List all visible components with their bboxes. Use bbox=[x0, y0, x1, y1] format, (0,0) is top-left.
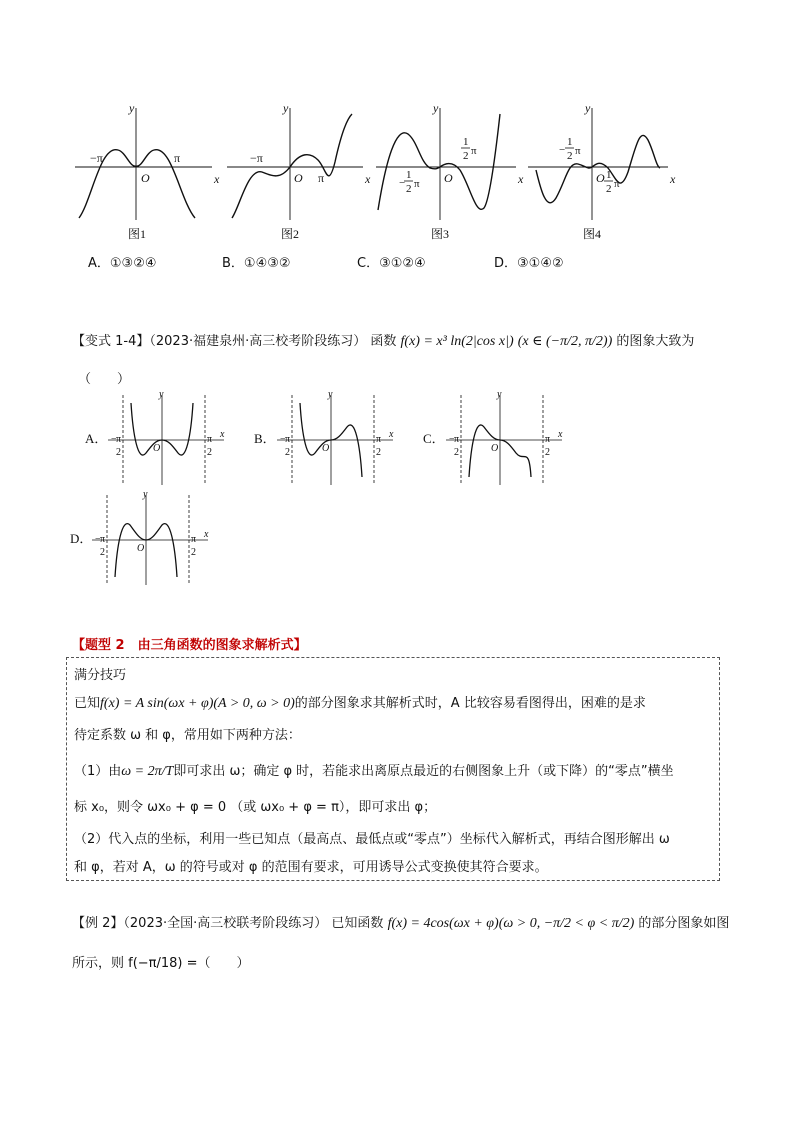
fig2-y-label: y bbox=[283, 101, 289, 115]
example-stem: 已知函数 bbox=[331, 916, 384, 931]
variant-graphs bbox=[0, 385, 794, 585]
graph-d-o: O bbox=[137, 543, 145, 554]
variant-source: （2023·福建泉州·高三校考阶段练习） bbox=[149, 334, 367, 349]
tip-line-4: 标 x₀，则令 ωx₀ + φ = 0 （或 ωx₀ + φ = π），即可求出 φ； bbox=[74, 800, 437, 815]
graph-d-y: y bbox=[143, 489, 148, 500]
tip-l3-prefix: （1）由 bbox=[74, 764, 122, 779]
fig2-neg-pi: −π bbox=[250, 151, 263, 165]
fig3-x-label: x bbox=[518, 172, 524, 186]
fig2-pi: π bbox=[318, 171, 325, 185]
graph-b-y: y bbox=[328, 389, 333, 400]
fig4-half-pi-den: 2 bbox=[606, 183, 612, 195]
graph-c-rden: 2 bbox=[545, 447, 550, 458]
graph-b-label: B． bbox=[254, 431, 276, 446]
graph-a-y: y bbox=[159, 389, 164, 400]
fig1-y-label: y bbox=[129, 101, 135, 115]
graph-a-rden: 2 bbox=[207, 447, 212, 458]
svg-text:−: − bbox=[559, 144, 566, 156]
tip-l3-formula: ω = 2π/T bbox=[121, 764, 174, 779]
graph-b-rtick: π bbox=[376, 434, 382, 445]
option-c[interactable]: C．③①②④ bbox=[357, 256, 426, 271]
fig1-origin: O bbox=[141, 171, 150, 185]
graph-d-rden: 2 bbox=[191, 547, 196, 558]
fig2-origin: O bbox=[294, 171, 303, 185]
option-b[interactable]: B．①④③② bbox=[222, 256, 291, 271]
fig4-neg-half-pi-den: 2 bbox=[567, 150, 573, 162]
graph-c-label: C． bbox=[423, 431, 445, 446]
fig3-half-pi-den: 2 bbox=[463, 150, 469, 162]
tip-title: 满分技巧 bbox=[74, 668, 127, 683]
graph-d-rtick: π bbox=[191, 534, 197, 545]
tip-l1-formula: f(x) = A sin(ωx + φ)(A > 0, ω > 0) bbox=[100, 696, 295, 711]
graph-d-neg: − bbox=[95, 534, 101, 545]
tip-l3-suffix: 即可求出 ω；确定 φ 时，若能求出离原点最近的右侧图象上升（或下降）的“零点”横坐 bbox=[173, 764, 674, 779]
tip-line-6: 和 φ，若对 A，ω 的符号或对 φ 的范围有要求，可用诱导公式变换使其符合要求。 bbox=[74, 860, 548, 875]
variant-tag: 【变式 1-4】 bbox=[72, 334, 150, 349]
tip-line-1 bbox=[74, 692, 646, 712]
tip-line-5: （2）代入点的坐标，利用一些已知点（最高点、最低点或“零点”）坐标代入解析式，再结合图形解出 ω bbox=[74, 832, 670, 847]
tip-line-3 bbox=[74, 760, 674, 780]
graph-b-rden: 2 bbox=[376, 447, 381, 458]
fig1-pi: π bbox=[174, 151, 181, 165]
top-figures bbox=[0, 90, 794, 250]
fig4-origin: O bbox=[596, 171, 605, 185]
graph-c-lden: 2 bbox=[454, 447, 459, 458]
tip-line-2: 待定系数 ω 和 φ，常用如下两种方法： bbox=[74, 728, 301, 743]
variant-stem-prefix: 函数 bbox=[370, 334, 397, 349]
fig2-x-label: x bbox=[365, 172, 371, 186]
fig1-x-label: x bbox=[214, 172, 220, 186]
graph-c-y: y bbox=[497, 389, 502, 400]
variant-func: f(x) = x³ ln(2|cos x|) bbox=[400, 334, 514, 349]
variant-blank: （ ） bbox=[78, 372, 131, 387]
graph-a-rtick: π bbox=[207, 434, 213, 445]
tip-l1-prefix: 已知 bbox=[74, 696, 101, 711]
graph-a-label: A． bbox=[85, 431, 108, 446]
example-suffix: 的部分图象如图 bbox=[638, 916, 730, 931]
graph-d-label: D． bbox=[70, 531, 93, 546]
fig4-neg-half-pi-suffix: π bbox=[575, 145, 581, 157]
fig3-neg-half-pi-den: 2 bbox=[406, 183, 412, 195]
option-d[interactable]: D．③①④② bbox=[494, 256, 564, 271]
variant-stem-suffix: 的图象大致为 bbox=[616, 334, 695, 349]
graph-d-lden: 2 bbox=[100, 547, 105, 558]
variant-domain: (x ∈ (−π/2, π/2)) bbox=[517, 334, 613, 349]
graph-c-rtick: π bbox=[545, 434, 551, 445]
graph-a-o: O bbox=[153, 443, 161, 454]
fig2-caption: 图2 bbox=[281, 227, 300, 241]
fig3-neg-half-pi-suffix: π bbox=[414, 178, 420, 190]
svg-text:−: − bbox=[399, 177, 406, 189]
graph-c-neg: − bbox=[449, 434, 455, 445]
graph-d-x: x bbox=[204, 529, 209, 540]
fig3-neg-half-pi-num: 1 bbox=[406, 169, 412, 181]
tip-l1-suffix: 的部分图象求其解析式时，A 比较容易看图得出，困难的是求 bbox=[294, 696, 646, 711]
variant-question bbox=[72, 330, 694, 350]
fig1-caption: 图1 bbox=[128, 227, 147, 241]
graph-a-neg: − bbox=[111, 434, 117, 445]
graph-c-ltick: π bbox=[454, 434, 460, 445]
fig4-y-label: y bbox=[585, 101, 591, 115]
fig3-half-pi-num: 1 bbox=[463, 136, 469, 148]
graph-a-ltick: π bbox=[116, 434, 122, 445]
fig4-x-label: x bbox=[670, 172, 676, 186]
fig3-origin: O bbox=[444, 171, 453, 185]
graph-c-x: x bbox=[558, 429, 563, 440]
fig3-half-pi-suffix: π bbox=[471, 145, 477, 157]
graph-d-ltick: π bbox=[100, 534, 106, 545]
graph-b-ltick: π bbox=[285, 434, 291, 445]
example-func: f(x) = 4cos(ωx + φ)(ω > 0, −π/2 < φ < π/2) bbox=[387, 916, 635, 931]
option-a[interactable]: A．①③②④ bbox=[88, 256, 157, 271]
fig3-y-label: y bbox=[433, 101, 439, 115]
graph-a-x: x bbox=[220, 429, 225, 440]
example-question bbox=[72, 912, 729, 932]
graph-c-o: O bbox=[491, 443, 499, 454]
graph-b-lden: 2 bbox=[285, 447, 290, 458]
fig1-neg-pi: −π bbox=[90, 151, 103, 165]
section-heading: 【题型 2 由三角函数的图象求解析式】 bbox=[72, 638, 307, 653]
example-line2: 所示，则 f(−π/18) =（ ） bbox=[72, 956, 250, 971]
example-tag: 【例 2】 bbox=[72, 916, 124, 931]
graph-b-o: O bbox=[322, 443, 330, 454]
fig4-neg-half-pi-num: 1 bbox=[567, 136, 573, 148]
fig4-half-pi-suffix: π bbox=[614, 178, 620, 190]
graph-b-neg: − bbox=[280, 434, 286, 445]
graph-a-lden: 2 bbox=[116, 447, 121, 458]
example-source: （2023·全国·高三校联考阶段练习） bbox=[123, 916, 328, 931]
fig3-caption: 图3 bbox=[431, 227, 450, 241]
fig4-half-pi-num: 1 bbox=[606, 169, 612, 181]
fig4-caption: 图4 bbox=[583, 227, 602, 241]
graph-b-x: x bbox=[389, 429, 394, 440]
